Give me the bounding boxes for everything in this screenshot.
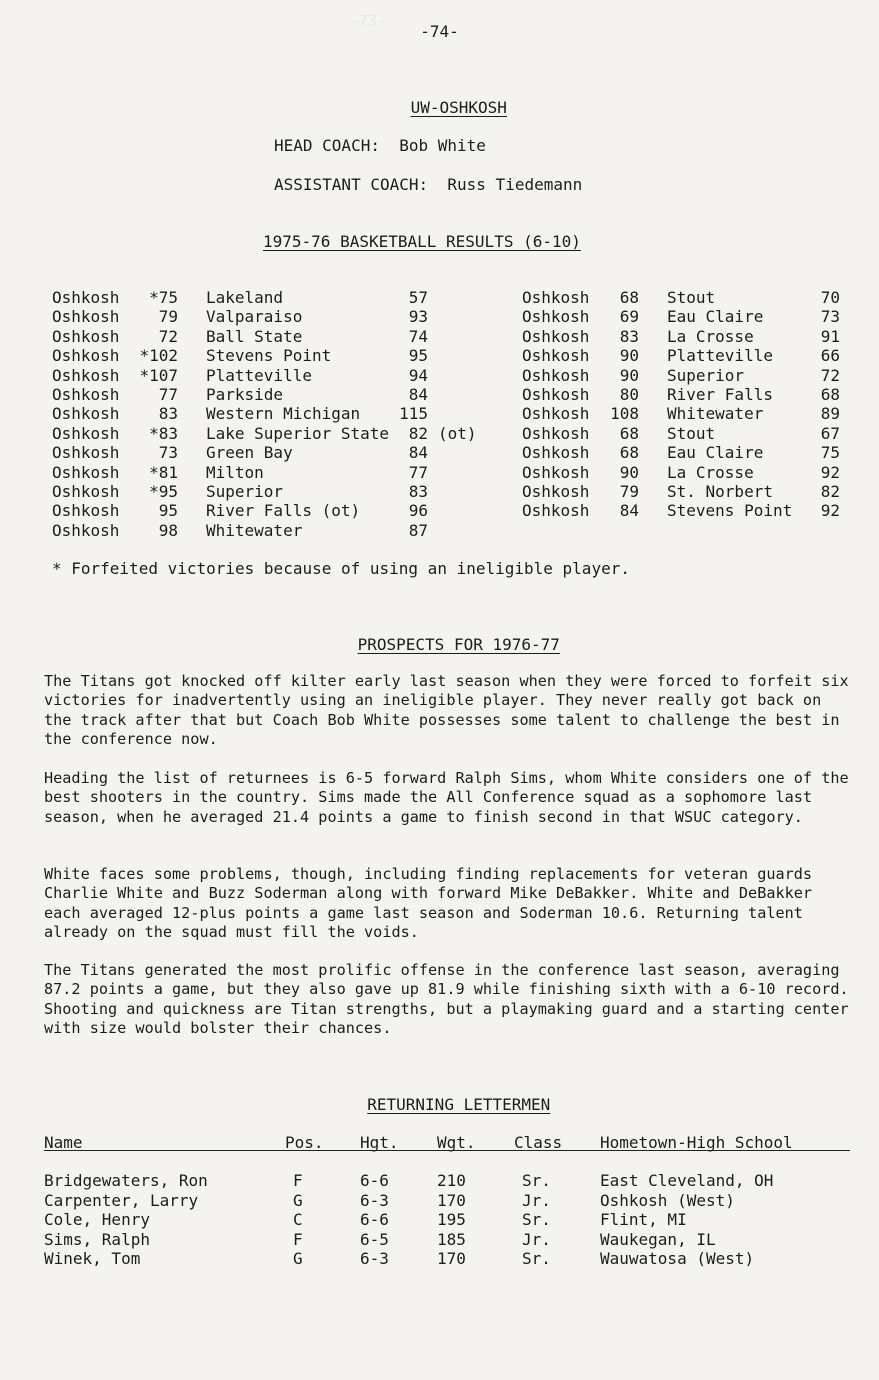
paragraph-2: Heading the list of returnees is 6-5 forward Ralph Sims, whom White considers one of the best shooters in the country. Sims made the All Conference squad as a sophomore last season, when he averaged 21.4 points a game to finish second in that WSUC category. bbox=[44, 769, 849, 826]
team-score: *75 bbox=[149, 288, 178, 307]
paragraph-1: The Titans got knocked off kilter early last season when they were forced to forfeit six victories for inadvertently using an ineligible player. They never really got back on the track after that but Coach Bob White possesses some talent to challenge the best in the conference now. bbox=[44, 672, 849, 749]
team-score: 84 bbox=[619, 501, 639, 521]
team-name: Oshkosh bbox=[522, 307, 590, 327]
team-score: *95 bbox=[149, 482, 178, 501]
team-name: Oshkosh bbox=[52, 365, 120, 385]
team-score: 77 bbox=[158, 385, 178, 404]
team-name: Oshkosh bbox=[52, 288, 120, 307]
player-height: 6-6 bbox=[360, 1210, 389, 1229]
opponent-name: Green Bay bbox=[206, 443, 293, 463]
opponent-score: 94 bbox=[408, 365, 428, 385]
team-score: *83 bbox=[149, 423, 178, 443]
player-position: F bbox=[293, 1171, 303, 1190]
opponent-score: 92 bbox=[820, 462, 840, 482]
player-position: G bbox=[293, 1190, 303, 1210]
opponent-name: Parkside bbox=[206, 385, 284, 404]
player-name: Sims, Ralph bbox=[44, 1229, 150, 1249]
team-name: Oshkosh bbox=[522, 346, 590, 366]
assistant-coach: ASSISTANT COACH: Russ Tiedemann bbox=[274, 175, 583, 194]
opponent-score: 93 bbox=[408, 307, 428, 327]
team-score: 79 bbox=[619, 482, 639, 501]
team-name: Oshkosh bbox=[522, 288, 590, 307]
team-score: 90 bbox=[619, 365, 639, 385]
team-score: 95 bbox=[158, 501, 178, 521]
team-score: *102 bbox=[139, 346, 178, 366]
opponent-name: Western Michigan bbox=[206, 404, 361, 424]
team-score: *81 bbox=[149, 462, 178, 482]
opponent-name: River Falls (ot) bbox=[206, 501, 361, 521]
opponent-name: Whitewater bbox=[667, 404, 764, 424]
opponent-name: Valparaiso bbox=[206, 307, 303, 327]
opponent-name: Milton bbox=[206, 462, 264, 482]
team-name: Oshkosh bbox=[52, 520, 120, 540]
opponent-score: 92 bbox=[820, 501, 840, 521]
team-name: Oshkosh bbox=[52, 423, 120, 443]
opponent-name: Superior bbox=[206, 482, 284, 501]
team-score: 72 bbox=[158, 326, 178, 346]
player-weight: 185 bbox=[437, 1229, 466, 1249]
opponent-name: River Falls bbox=[667, 385, 773, 404]
team-name: Oshkosh bbox=[52, 307, 120, 327]
prospects-title: PROSPECTS FOR 1976-77 bbox=[357, 635, 560, 654]
opponent-score: 72 bbox=[820, 365, 840, 385]
player-hometown: Flint, MI bbox=[600, 1210, 687, 1229]
paragraph-4: The Titans generated the most prolific offense in the conference last season, averaging 87.2 points a game, but they also gave up 81.9 while finishing sixth with a 6-10 record. Shooting and quickness are Titan strengths, but a playmaking guard and a starting center with size would bolster their chances. bbox=[44, 961, 849, 1038]
page-number: -74- bbox=[420, 22, 459, 41]
team-score: 80 bbox=[619, 385, 639, 404]
team-name: Oshkosh bbox=[52, 326, 120, 346]
opponent-name: Stevens Point bbox=[667, 501, 793, 521]
player-weight: 210 bbox=[437, 1171, 466, 1190]
opponent-score: 57 bbox=[408, 288, 428, 307]
lettermen-title: RETURNING LETTERMEN bbox=[367, 1095, 551, 1114]
opponent-score: 87 bbox=[408, 520, 428, 540]
player-name: Carpenter, Larry bbox=[44, 1190, 199, 1210]
team-name: Oshkosh bbox=[522, 423, 590, 443]
opponent-name: Ball State bbox=[206, 326, 303, 346]
opponent-name: La Crosse bbox=[667, 462, 754, 482]
team-name: Oshkosh bbox=[522, 326, 590, 346]
team-name: Oshkosh bbox=[52, 404, 120, 424]
opponent-score: 75 bbox=[820, 443, 840, 463]
opponent-score: 66 bbox=[820, 346, 840, 366]
opponent-score: 82 bbox=[408, 423, 428, 443]
team-name: Oshkosh bbox=[52, 443, 120, 463]
team-name: Oshkosh bbox=[52, 346, 120, 366]
opponent-name: St. Norbert bbox=[667, 482, 773, 501]
team-score: 68 bbox=[619, 443, 639, 463]
player-height: 6-3 bbox=[360, 1249, 389, 1268]
team-score: 90 bbox=[619, 462, 639, 482]
player-name: Cole, Henry bbox=[44, 1210, 150, 1229]
player-class: Jr. bbox=[522, 1229, 551, 1249]
opponent-score: 84 bbox=[408, 443, 428, 463]
opponent-name: Stout bbox=[667, 288, 716, 307]
player-position: C bbox=[293, 1210, 303, 1229]
player-class: Jr. bbox=[522, 1190, 551, 1210]
opponent-score: 95 bbox=[408, 346, 428, 366]
opponent-score: 67 bbox=[820, 423, 840, 443]
team-name: Oshkosh bbox=[522, 482, 590, 501]
team-name: Oshkosh bbox=[522, 365, 590, 385]
team-name: Oshkosh bbox=[522, 404, 590, 424]
header-rule bbox=[44, 1150, 850, 1151]
opponent-name: Eau Claire bbox=[667, 443, 764, 463]
team-score: *107 bbox=[139, 365, 178, 385]
opponent-name: Whitewater bbox=[206, 520, 303, 540]
head-coach: HEAD COACH: Bob White bbox=[274, 136, 486, 155]
opponent-score: 96 bbox=[408, 501, 428, 521]
opponent-name: Stevens Point bbox=[206, 346, 332, 366]
player-name: Winek, Tom bbox=[44, 1249, 141, 1268]
team-score: 79 bbox=[158, 307, 178, 327]
opponent-score: 83 bbox=[408, 482, 428, 501]
header-height: Hgt. bbox=[360, 1133, 399, 1152]
team-score: 98 bbox=[158, 520, 178, 540]
team-name: Oshkosh bbox=[52, 501, 120, 521]
header-weight: Wgt. bbox=[437, 1133, 476, 1152]
team-name: Oshkosh bbox=[522, 462, 590, 482]
player-hometown: Oshkosh (West) bbox=[600, 1190, 735, 1210]
team-score: 73 bbox=[158, 443, 178, 463]
team-name: Oshkosh bbox=[52, 385, 120, 404]
opponent-name: Platteville bbox=[667, 346, 773, 366]
player-hometown: Wauwatosa (West) bbox=[600, 1249, 755, 1268]
team-score: 83 bbox=[619, 326, 639, 346]
player-weight: 195 bbox=[437, 1210, 466, 1229]
player-weight: 170 bbox=[437, 1190, 466, 1210]
opponent-score: 115 bbox=[399, 404, 428, 424]
opponent-name: Stout bbox=[667, 423, 716, 443]
player-class: Sr. bbox=[522, 1171, 551, 1190]
school-title: UW-OSHKOSH bbox=[410, 98, 507, 117]
opponent-score: 82 bbox=[820, 482, 840, 501]
header-name: Name bbox=[44, 1133, 83, 1152]
player-class: Sr. bbox=[522, 1210, 551, 1229]
header-position: Pos. bbox=[285, 1133, 324, 1152]
opponent-score: 74 bbox=[408, 326, 428, 346]
team-name: Oshkosh bbox=[522, 501, 590, 521]
player-class: Sr. bbox=[522, 1249, 551, 1268]
team-score: 68 bbox=[619, 288, 639, 307]
team-score: 83 bbox=[158, 404, 178, 424]
opponent-score: 89 bbox=[820, 404, 840, 424]
bleed-through-page-number: -73- bbox=[350, 12, 387, 30]
header-class: Class bbox=[514, 1133, 563, 1152]
opponent-name: La Crosse bbox=[667, 326, 754, 346]
team-score: 68 bbox=[619, 423, 639, 443]
player-hometown: East Cleveland, OH bbox=[600, 1171, 774, 1190]
team-name: Oshkosh bbox=[52, 462, 120, 482]
opponent-name: Lakeland bbox=[206, 288, 284, 307]
opponent-score: 77 bbox=[408, 462, 428, 482]
opponent-score: 70 bbox=[820, 288, 840, 307]
opponent-score: 73 bbox=[820, 307, 840, 327]
header-hometown: Hometown-High School bbox=[600, 1133, 793, 1152]
player-position: G bbox=[293, 1249, 303, 1268]
overtime-note: (ot) bbox=[438, 423, 477, 443]
player-name: Bridgewaters, Ron bbox=[44, 1171, 208, 1190]
opponent-name: Lake Superior State bbox=[206, 423, 390, 443]
player-weight: 170 bbox=[437, 1249, 466, 1268]
team-score: 69 bbox=[619, 307, 639, 327]
player-height: 6-3 bbox=[360, 1190, 389, 1210]
team-score: 90 bbox=[619, 346, 639, 366]
paragraph-3: White faces some problems, though, including finding replacements for veteran guards Charlie White and Buzz Soderman along with forward Mike DeBakker. White and DeBakker each averaged 12-plus points a game last season and Soderman 10.6. Returning talent already on the squad must fill the voids. bbox=[44, 865, 813, 942]
team-score: 108 bbox=[610, 404, 639, 424]
team-name: Oshkosh bbox=[522, 443, 590, 463]
opponent-name: Eau Claire bbox=[667, 307, 764, 327]
results-title: 1975-76 BASKETBALL RESULTS (6-10) bbox=[263, 232, 581, 251]
opponent-name: Platteville bbox=[206, 365, 312, 385]
opponent-score: 68 bbox=[820, 385, 840, 404]
player-height: 6-6 bbox=[360, 1171, 389, 1190]
player-height: 6-5 bbox=[360, 1229, 389, 1249]
team-name: Oshkosh bbox=[522, 385, 590, 404]
opponent-name: Superior bbox=[667, 365, 745, 385]
forfeit-footnote: * Forfeited victories because of using an ineligible player. bbox=[52, 559, 630, 578]
opponent-score: 91 bbox=[820, 326, 840, 346]
opponent-score: 84 bbox=[408, 385, 428, 404]
player-hometown: Waukegan, IL bbox=[600, 1229, 716, 1249]
player-position: F bbox=[293, 1229, 303, 1249]
team-name: Oshkosh bbox=[52, 482, 120, 501]
